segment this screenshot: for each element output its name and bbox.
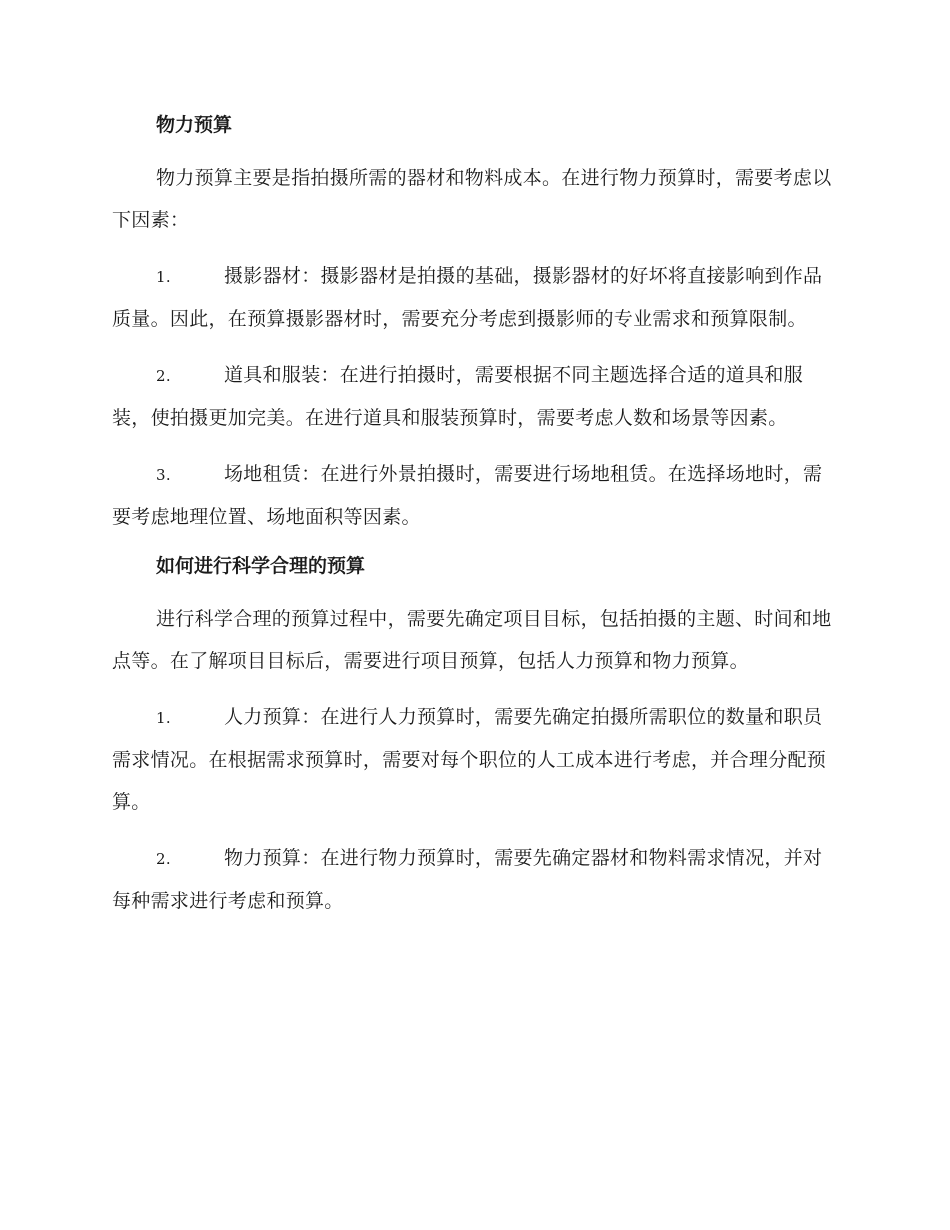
- section-heading: 如何进行科学合理的预算: [156, 555, 366, 577]
- section-heading: 物力预算: [156, 114, 233, 136]
- section-intro: 物力预算主要是指拍摄所需的器材和物料成本。在进行物力预算时，需要考虑以下因素：: [112, 167, 832, 231]
- list-item: [112, 837, 836, 922]
- list-text: 摄影器材：摄影器材是拍摄的基础，摄影器材的好坏将直接影响到作品质量。因此，在预算摄影器材时，需要充分考虑到摄影师的专业需求和预算限制。: [112, 265, 823, 330]
- list-number: 2.: [156, 367, 171, 385]
- list-item: [112, 453, 836, 538]
- list-text: 人力预算：在进行人力预算时，需要先确定拍摄所需职位的数量和职员需求情况。在根据需求预算时，需要对每个职位的人工成本进行考虑，并合理分配预算。: [112, 706, 827, 813]
- list-number: 1.: [156, 268, 171, 286]
- list-text: 道具和服装：在进行拍摄时，需要根据不同主题选择合适的道具和服装，使拍摄更加完美。在进行道具和服装预算时，需要考虑人数和场景等因素。: [112, 364, 804, 429]
- list-item: [112, 354, 836, 439]
- list-item: [112, 696, 836, 823]
- list-text: 场地租赁：在进行外景拍摄时，需要进行场地租赁。在选择场地时，需要考虑地理位置、场地面积等因素。: [112, 463, 823, 528]
- list-number: 2.: [156, 850, 171, 868]
- list-number: 3.: [156, 466, 171, 484]
- list-text: 物力预算：在进行物力预算时，需要先确定器材和物料需求情况，并对每种需求进行考虑和预算。: [112, 847, 823, 912]
- list-number: 1.: [156, 709, 171, 727]
- section-intro: 进行科学合理的预算过程中，需要先确定项目目标，包括拍摄的主题、时间和地点等。在了解项目目标后，需要进行项目预算，包括人力预算和物力预算。: [112, 608, 832, 672]
- list-item: [112, 255, 836, 340]
